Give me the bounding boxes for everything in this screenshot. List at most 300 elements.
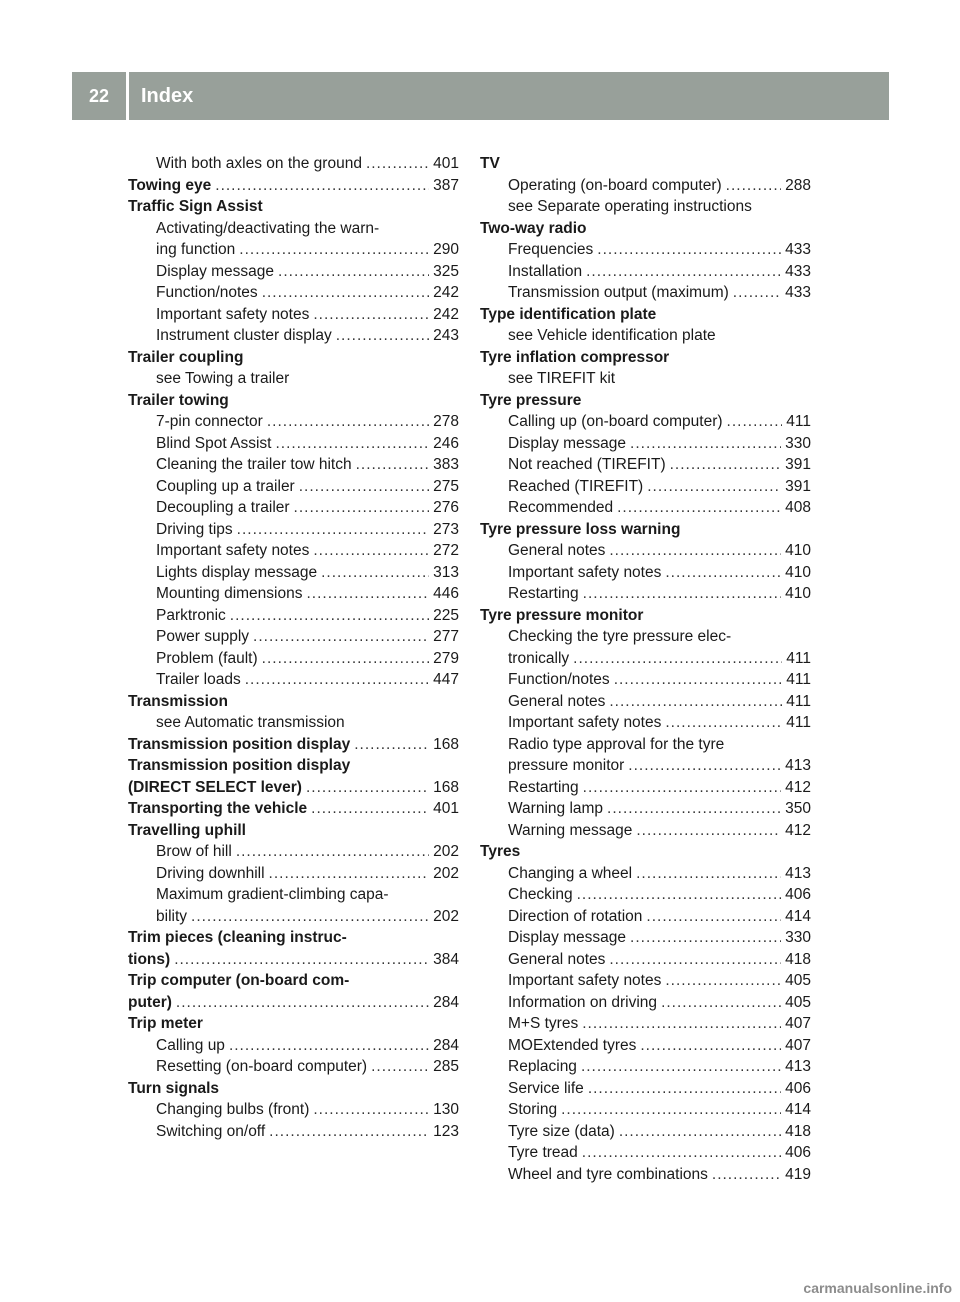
page-reference[interactable]: 272: [433, 542, 459, 559]
entry-label: Storing: [508, 1101, 558, 1118]
entry-label: M+S tyres: [508, 1015, 579, 1032]
entry-label: TV: [480, 155, 500, 172]
dot-leader: [269, 863, 430, 885]
page-reference[interactable]: 391: [785, 477, 811, 495]
entry-label: Blind Spot Assist: [156, 434, 272, 452]
entry-label: Problem (fault): [156, 649, 258, 667]
entry-label: Transmission position display: [128, 757, 351, 774]
page-reference[interactable]: 401: [433, 155, 459, 172]
entry-label: Function/notes: [156, 284, 258, 301]
index-subentry[interactable]: [480, 261, 811, 283]
index-entry: [128, 970, 459, 992]
dot-leader: [230, 605, 429, 627]
index-subentry[interactable]: [128, 562, 459, 584]
entry-label: tions): [128, 950, 171, 968]
index-entry: [128, 347, 459, 369]
entry-label: Recommended: [508, 499, 614, 516]
index-entry: [128, 927, 459, 949]
index-subentry[interactable]: [128, 540, 459, 562]
page-reference[interactable]: 410: [785, 542, 811, 559]
dot-leader: [229, 1035, 429, 1057]
dot-leader: [299, 476, 429, 498]
dot-leader: [617, 497, 781, 519]
page-reference[interactable]: 418: [785, 1122, 811, 1140]
index-subentry[interactable]: [128, 626, 459, 648]
dot-leader: [311, 798, 429, 820]
dot-leader: [245, 669, 429, 691]
page-reference[interactable]: 279: [433, 649, 459, 667]
page-reference[interactable]: 406: [785, 1079, 811, 1097]
dot-leader: [237, 519, 429, 541]
dot-leader: [561, 1099, 781, 1121]
entry-label: Trailer coupling: [128, 348, 244, 366]
entry-label: Driving downhill: [156, 864, 265, 882]
page-reference[interactable]: 202: [433, 864, 459, 882]
dot-leader: [262, 282, 429, 304]
index-entry[interactable]: [128, 949, 459, 971]
dot-leader: [733, 282, 781, 304]
dot-leader: [597, 239, 781, 261]
index-subentry[interactable]: [480, 648, 811, 670]
page-reference[interactable]: 412: [785, 821, 811, 839]
page-number: 22: [88, 85, 110, 106]
dot-leader: [588, 1078, 781, 1100]
index-entry: [128, 691, 459, 713]
entry-label: Changing bulbs (front): [156, 1101, 310, 1118]
page-reference[interactable]: 410: [785, 563, 811, 581]
dot-leader: [640, 1035, 781, 1057]
index-subentry[interactable]: [480, 1013, 811, 1035]
index-subentry[interactable]: [480, 949, 811, 971]
index-subentry[interactable]: [480, 1099, 811, 1121]
index-entry: [480, 153, 811, 175]
page-reference[interactable]: 406: [785, 886, 811, 903]
header-divider: [126, 72, 129, 120]
page-reference[interactable]: 275: [433, 477, 459, 495]
index-subentry[interactable]: [480, 1164, 811, 1186]
page-reference[interactable]: 168: [433, 735, 459, 753]
index-subentry[interactable]: [128, 282, 459, 304]
entry-label: Checking: [508, 886, 573, 903]
index-subentry[interactable]: [128, 863, 459, 885]
entry-label: Warning lamp: [508, 800, 604, 817]
watermark: carmanualsonline.info: [803, 1280, 952, 1296]
page-reference[interactable]: 405: [785, 993, 811, 1011]
page-reference[interactable]: 350: [785, 800, 811, 817]
entry-label: Tyre pressure: [480, 391, 582, 409]
entry-label: Parktronic: [156, 606, 226, 624]
page-reference[interactable]: 202: [433, 843, 459, 860]
page-reference[interactable]: 433: [785, 262, 811, 280]
index-entry[interactable]: [128, 734, 459, 756]
dot-leader: [712, 1164, 781, 1186]
entry-label: (DIRECT SELECT lever): [128, 778, 302, 796]
index-subentry: [480, 734, 811, 756]
index-subentry[interactable]: [480, 1142, 811, 1164]
entry-label: Trip meter: [128, 1015, 203, 1032]
index-subentry[interactable]: [128, 906, 459, 928]
page-reference[interactable]: 330: [785, 434, 811, 452]
index-subentry[interactable]: [480, 282, 811, 304]
index-subentry[interactable]: [480, 927, 811, 949]
index-subentry[interactable]: [128, 648, 459, 670]
index-entry[interactable]: [128, 798, 459, 820]
entry-label: Important safety notes: [508, 972, 662, 989]
index-entry: [128, 196, 459, 218]
entry-label: Transmission output (maximum): [508, 284, 729, 301]
index-subentry[interactable]: [480, 1056, 811, 1078]
index-subentry[interactable]: [128, 476, 459, 498]
page-reference[interactable]: 411: [786, 649, 811, 667]
index-subentry[interactable]: [480, 712, 811, 734]
entry-label: 7-pin connector: [156, 413, 263, 430]
entry-label: Tyre pressure loss warning: [480, 520, 681, 538]
dot-leader: [619, 1121, 781, 1143]
entry-label: Activating/deactivating the warn-: [156, 219, 380, 237]
entry-label: Reached (TIREFIT): [508, 477, 644, 495]
index-subentry: [128, 368, 459, 390]
index-entry: [480, 519, 811, 541]
index-subentry: [128, 712, 459, 734]
entry-label: Display message: [156, 262, 275, 280]
index-subentry[interactable]: [128, 605, 459, 627]
page-header: [72, 72, 889, 120]
dot-leader: [354, 734, 429, 756]
page-reference[interactable]: 330: [785, 929, 811, 946]
entry-label: General notes: [508, 950, 606, 968]
index-subentry[interactable]: [480, 669, 811, 691]
entry-label: Function/notes: [508, 671, 610, 688]
entry-label: Display message: [508, 434, 627, 452]
page-reference[interactable]: 433: [785, 241, 811, 258]
page-reference[interactable]: 410: [785, 585, 811, 602]
index-subentry[interactable]: [480, 497, 811, 519]
index-subentry[interactable]: [480, 540, 811, 562]
index-subentry[interactable]: [480, 820, 811, 842]
dot-leader: [321, 562, 429, 584]
dot-leader: [191, 906, 429, 928]
index-subentry[interactable]: [128, 497, 459, 519]
dot-leader: [573, 648, 782, 670]
dot-leader: [636, 863, 781, 885]
index-entry: [128, 755, 459, 777]
index-subentry[interactable]: [480, 433, 811, 455]
entry-label: Resetting (on-board computer): [156, 1058, 368, 1075]
entry-label: Towing eye: [128, 176, 212, 194]
page-reference[interactable]: 391: [785, 456, 811, 473]
dot-leader: [366, 153, 429, 175]
page-reference[interactable]: 313: [433, 563, 459, 581]
entry-label: pressure monitor: [508, 757, 625, 774]
index-subentry[interactable]: [480, 798, 811, 820]
index-subentry: [128, 218, 459, 240]
index-subentry[interactable]: [128, 454, 459, 476]
dot-leader: [665, 970, 781, 992]
page-reference[interactable]: 243: [433, 327, 459, 344]
page-reference[interactable]: 278: [433, 413, 459, 430]
entry-label: Replacing: [508, 1058, 577, 1075]
page-reference[interactable]: 284: [433, 1036, 459, 1054]
dot-leader: [239, 239, 429, 261]
page-reference[interactable]: 414: [785, 907, 811, 925]
entry-label: see Separate operating instructions: [508, 198, 752, 215]
entry-label: see Vehicle identification plate: [508, 327, 716, 344]
dot-leader: [371, 1056, 429, 1078]
entry-label: Tyre size (data): [508, 1122, 615, 1140]
index-subentry[interactable]: [480, 175, 811, 197]
dot-leader: [313, 540, 429, 562]
dot-leader: [215, 175, 429, 197]
dot-leader: [267, 411, 429, 433]
index-subentry[interactable]: [480, 884, 811, 906]
index-subentry[interactable]: [480, 777, 811, 799]
index-subentry[interactable]: [480, 583, 811, 605]
page-reference[interactable]: 419: [785, 1165, 811, 1183]
page-reference[interactable]: 401: [433, 800, 459, 817]
index-subentry: [128, 884, 459, 906]
entry-label: Instrument cluster display: [156, 327, 332, 344]
index-subentry[interactable]: [128, 304, 459, 326]
index-subentry[interactable]: [128, 1121, 459, 1143]
page-reference[interactable]: 277: [433, 628, 459, 645]
dot-leader: [583, 777, 781, 799]
entry-label: Tyres: [480, 843, 521, 860]
index-entry: [480, 390, 811, 412]
page-reference[interactable]: 276: [433, 499, 459, 516]
dot-leader: [628, 755, 781, 777]
dot-leader: [630, 433, 781, 455]
dot-leader: [665, 712, 782, 734]
entry-label: Calling up: [156, 1036, 225, 1054]
index-subentry[interactable]: [128, 519, 459, 541]
index-subentry: [480, 196, 811, 218]
index-subentry[interactable]: [128, 433, 459, 455]
page-reference[interactable]: 288: [785, 176, 811, 194]
page-reference[interactable]: 273: [433, 520, 459, 538]
page-reference[interactable]: 405: [785, 972, 811, 989]
entry-label: Lights display message: [156, 563, 318, 581]
entry-label: see TIREFIT kit: [508, 370, 616, 387]
dot-leader: [577, 884, 782, 906]
index-entry: [480, 218, 811, 240]
index-subentry[interactable]: [128, 411, 459, 433]
dot-leader: [176, 992, 429, 1014]
entry-label: Driving tips: [156, 520, 233, 538]
index-entry[interactable]: [128, 777, 459, 799]
dot-leader: [614, 669, 783, 691]
page-reference[interactable]: 285: [433, 1058, 459, 1075]
index-entry[interactable]: [128, 175, 459, 197]
entry-label: Switching on/off: [156, 1122, 266, 1140]
page-reference[interactable]: 407: [785, 1015, 811, 1032]
index-subentry[interactable]: [128, 1099, 459, 1121]
page-reference[interactable]: 413: [785, 1058, 811, 1075]
index-entry: [480, 347, 811, 369]
page-reference[interactable]: 242: [433, 284, 459, 301]
entry-label: Tyre pressure monitor: [480, 606, 644, 624]
index-subentry[interactable]: [480, 411, 811, 433]
dot-leader: [278, 261, 429, 283]
entry-label: see Towing a trailer: [156, 370, 290, 387]
dot-leader: [294, 497, 430, 519]
index-subentry[interactable]: [480, 1035, 811, 1057]
dot-leader: [313, 1099, 429, 1121]
page-reference[interactable]: 130: [433, 1101, 459, 1118]
index-subentry[interactable]: [480, 1078, 811, 1100]
page-reference[interactable]: 246: [433, 434, 459, 452]
index-subentry[interactable]: [128, 261, 459, 283]
entry-label: Direction of rotation: [508, 907, 643, 925]
entry-label: Transporting the vehicle: [128, 800, 308, 817]
page-reference[interactable]: 411: [786, 413, 811, 430]
index-subentry[interactable]: [128, 153, 459, 175]
entry-label: Brow of hill: [156, 843, 232, 860]
page-reference[interactable]: 414: [785, 1101, 811, 1118]
page-reference[interactable]: 411: [786, 671, 811, 688]
entry-label: Checking the tyre pressure elec-: [508, 628, 732, 645]
entry-label: Not reached (TIREFIT): [508, 456, 666, 473]
dot-leader: [661, 992, 781, 1014]
page-reference[interactable]: 406: [785, 1144, 811, 1161]
index-subentry[interactable]: [480, 970, 811, 992]
page-reference[interactable]: 413: [785, 757, 811, 774]
index-entry: [128, 820, 459, 842]
page-reference[interactable]: 447: [433, 671, 459, 688]
entry-label: Turn signals: [128, 1079, 220, 1097]
entry-label: Restarting: [508, 778, 579, 796]
entry-label: Travelling uphill: [128, 821, 246, 839]
entry-label: puter): [128, 993, 172, 1011]
page-reference[interactable]: 225: [433, 606, 459, 624]
entry-label: Tyre tread: [508, 1144, 578, 1161]
page-reference[interactable]: 242: [433, 305, 459, 323]
index-subentry[interactable]: [128, 1056, 459, 1078]
dot-leader: [313, 304, 429, 326]
index-entry: [128, 390, 459, 412]
index-subentry[interactable]: [480, 239, 811, 261]
page-reference[interactable]: 418: [785, 950, 811, 968]
dot-leader: [582, 1142, 781, 1164]
entry-label: Decoupling a trailer: [156, 499, 290, 516]
dot-leader: [583, 583, 781, 605]
index-subentry[interactable]: [128, 239, 459, 261]
index-subentry: [480, 325, 811, 347]
entry-label: General notes: [508, 542, 606, 559]
dot-leader: [581, 1056, 781, 1078]
entry-label: Warning message: [508, 821, 633, 839]
entry-label: Trailer towing: [128, 391, 229, 409]
dot-leader: [336, 325, 429, 347]
index-subentry[interactable]: [128, 583, 459, 605]
index-entry[interactable]: [128, 992, 459, 1014]
page-reference[interactable]: 446: [433, 585, 459, 602]
index-subentry[interactable]: [480, 562, 811, 584]
entry-label: Installation: [508, 262, 583, 280]
index-subentry[interactable]: [128, 669, 459, 691]
entry-label: Information on driving: [508, 993, 658, 1011]
entry-label: Trip computer (on-board com-: [128, 972, 350, 989]
page-reference[interactable]: 408: [785, 499, 811, 516]
section-title: Index: [141, 84, 194, 107]
page-reference[interactable]: 384: [433, 950, 459, 968]
page-reference[interactable]: 413: [785, 864, 811, 882]
page-reference[interactable]: 411: [786, 692, 811, 710]
index-subentry[interactable]: [480, 992, 811, 1014]
entry-label: Radio type approval for the tyre: [508, 735, 725, 753]
dot-leader: [609, 949, 781, 971]
index-entry: [480, 304, 811, 326]
index-subentry[interactable]: [480, 476, 811, 498]
dot-leader: [665, 562, 781, 584]
index-subentry: [480, 368, 811, 390]
entry-label: Frequencies: [508, 241, 594, 258]
dot-leader: [306, 777, 429, 799]
entry-label: Wheel and tyre combinations: [508, 1165, 708, 1183]
index-subentry[interactable]: [128, 325, 459, 347]
index-entry: [480, 841, 811, 863]
index-subentry[interactable]: [480, 755, 811, 777]
entry-label: Changing a wheel: [508, 864, 633, 882]
index-subentry[interactable]: [128, 1035, 459, 1057]
index-subentry[interactable]: [480, 863, 811, 885]
dot-leader: [609, 691, 782, 713]
dot-leader: [269, 1121, 429, 1143]
entry-label: Mounting dimensions: [156, 585, 303, 602]
page-reference[interactable]: 407: [785, 1036, 811, 1054]
entry-label: Cleaning the trailer tow hitch: [156, 456, 352, 473]
dot-leader: [607, 798, 781, 820]
entry-label: Important safety notes: [508, 563, 662, 581]
dot-leader: [646, 906, 781, 928]
entry-label: Operating (on-board computer): [508, 176, 722, 194]
page-reference[interactable]: 284: [433, 993, 459, 1011]
index-subentry[interactable]: [480, 906, 811, 928]
entry-label: Power supply: [156, 628, 250, 645]
index-subentry[interactable]: [480, 691, 811, 713]
page-reference[interactable]: 383: [433, 456, 459, 473]
entry-label: ing function: [156, 241, 236, 258]
index-entry: [128, 1013, 459, 1035]
entry-label: Transmission: [128, 692, 228, 710]
page-reference[interactable]: 168: [433, 778, 459, 796]
page-reference[interactable]: 412: [785, 778, 811, 796]
entry-label: bility: [156, 907, 188, 925]
index-subentry[interactable]: [480, 454, 811, 476]
index-column-right: [480, 153, 811, 1185]
page-reference[interactable]: 202: [433, 907, 459, 925]
index-subentry[interactable]: [480, 1121, 811, 1143]
entry-label: Tyre inflation compressor: [480, 348, 670, 366]
index-entry: [480, 605, 811, 627]
dot-leader: [609, 540, 781, 562]
page-reference[interactable]: 123: [433, 1122, 459, 1140]
entry-label: Restarting: [508, 585, 579, 602]
dot-leader: [586, 261, 781, 283]
entry-label: General notes: [508, 692, 606, 710]
entry-label: Service life: [508, 1079, 584, 1097]
page-reference[interactable]: 325: [433, 262, 459, 280]
index-subentry[interactable]: [128, 841, 459, 863]
dot-leader: [275, 433, 429, 455]
entry-label: Display message: [508, 929, 627, 946]
page-reference[interactable]: 433: [785, 284, 811, 301]
entry-label: Important safety notes: [156, 542, 310, 559]
entry-label: Two-way radio: [480, 219, 587, 237]
dot-leader: [630, 927, 781, 949]
page-reference[interactable]: 387: [433, 176, 459, 194]
page-reference[interactable]: 290: [433, 241, 459, 258]
page-reference[interactable]: 411: [786, 714, 811, 731]
